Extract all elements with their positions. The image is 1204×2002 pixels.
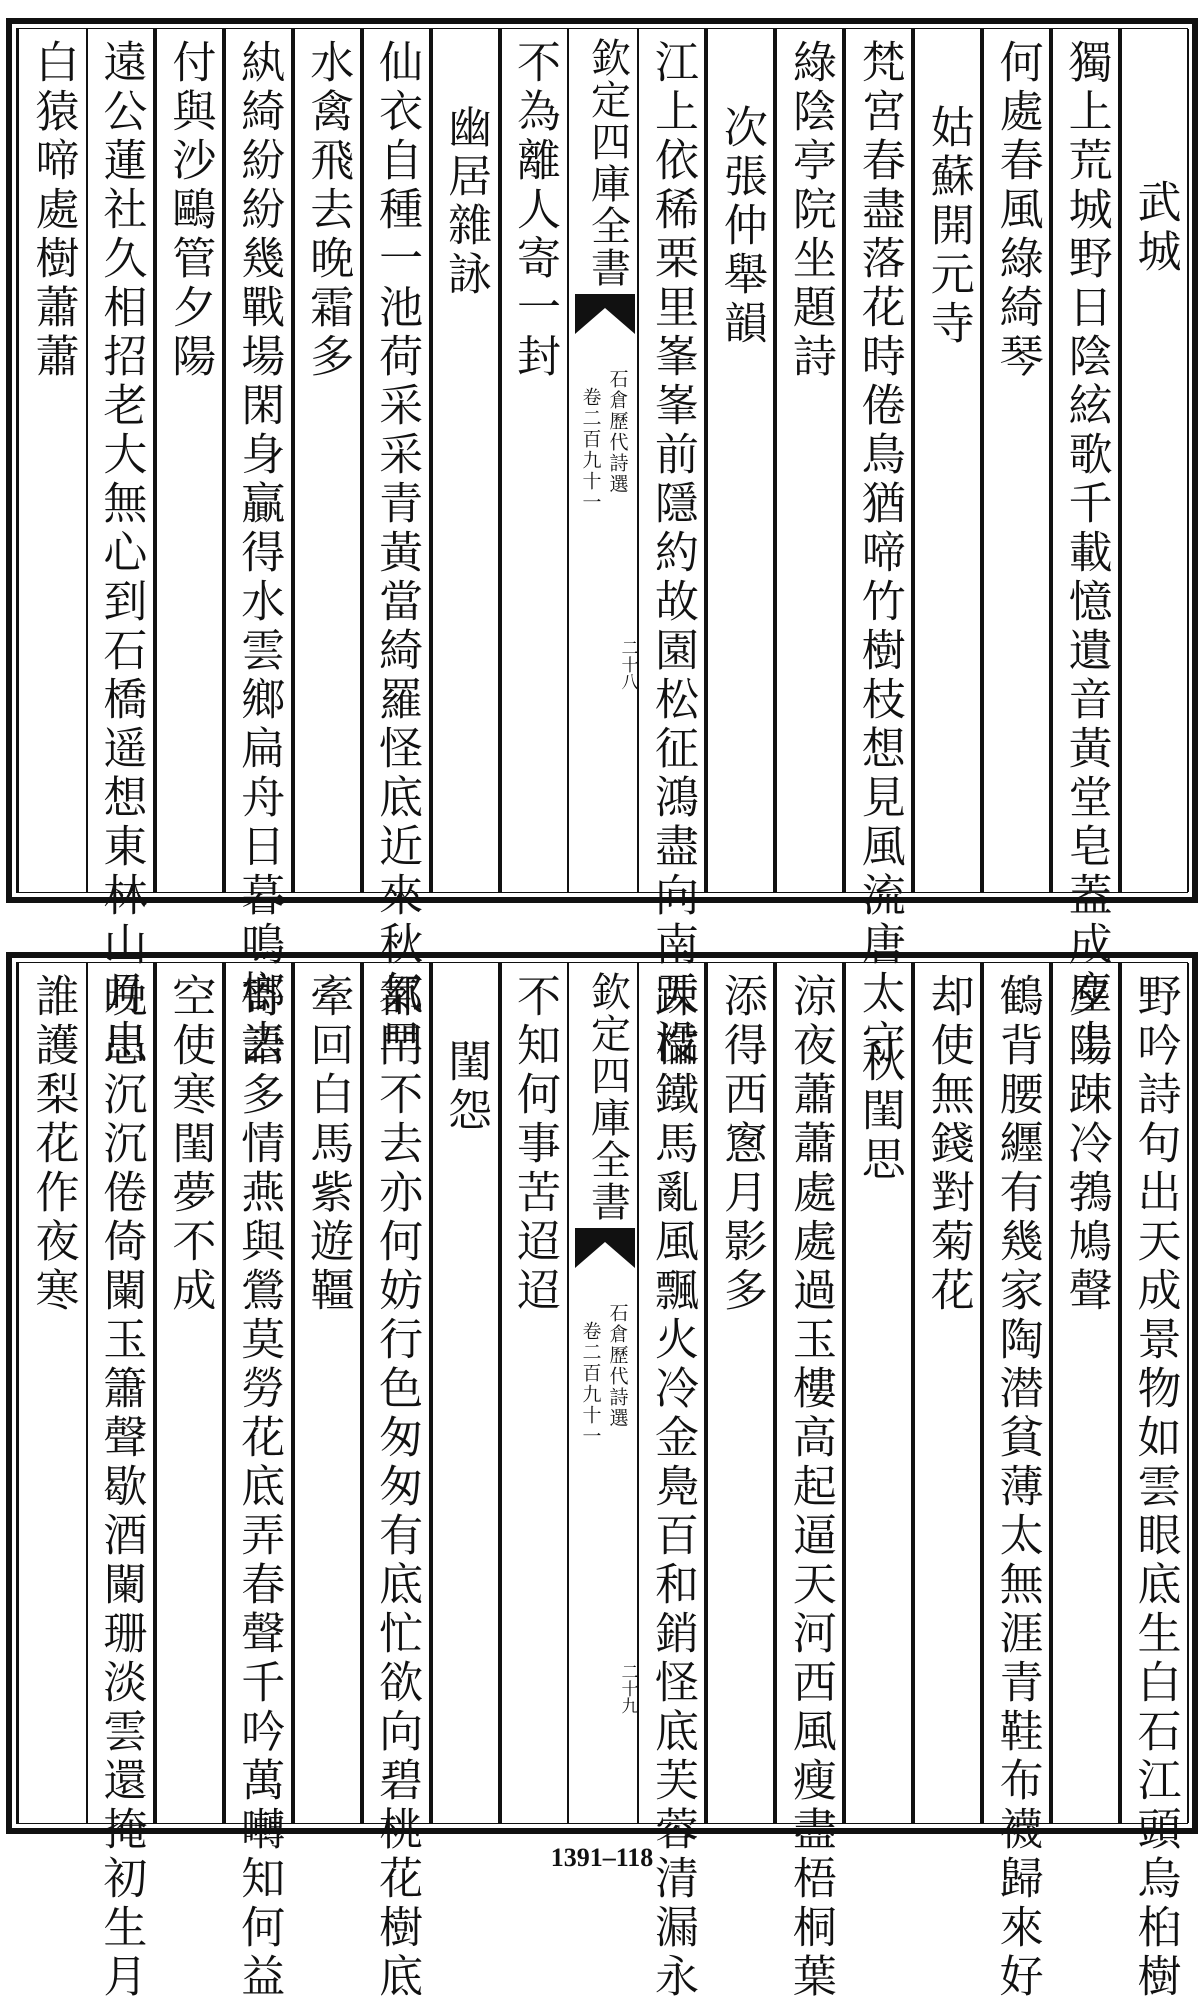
text-column (155, 963, 224, 1823)
column-text: 紈綺紛紛幾戰場閑身贏得水雲鄉扁舟日暮鳴榔去 (233, 39, 285, 1068)
text-column (86, 29, 155, 1068)
text-column (17, 963, 86, 1823)
column-text: 次張仲舉韻 (715, 104, 767, 349)
text-column (362, 29, 431, 1068)
column-text: 仙衣自種一池荷采采青黃當綺羅怪底近來秋氣早 (371, 39, 423, 1068)
collection-name: 石倉歷代詩選 (606, 1303, 629, 1429)
leaf-number: 二十九 (617, 1663, 638, 1714)
column-text: 幽居雜詠 (440, 104, 492, 300)
column-text: 都門不去亦何妨行色匆匆有底忙欲向碧桃花樹底 (371, 973, 423, 2002)
text-column (155, 29, 224, 892)
text-column (844, 963, 913, 1823)
text-column (706, 963, 775, 1823)
fish-tail-mark-icon (575, 1228, 635, 1268)
column-text: 閨怨 (440, 1038, 492, 1136)
text-column (913, 29, 982, 892)
column-text: 踈櫺鐵馬亂風飄火冷金鳧百和銷怪底芙蓉清漏永 (646, 973, 698, 2002)
text-column (431, 963, 500, 1823)
column-text: 却使無錢對菊花 (922, 973, 974, 1316)
column-text: 牽回白馬紫遊韁 (302, 973, 354, 1316)
book-title: 欽定四庫全書 (584, 971, 631, 1223)
text-column (224, 29, 293, 1068)
collection-name: 石倉歷代詩選 (606, 369, 629, 495)
text-column (637, 963, 706, 2002)
column-text: 秋閨思 (853, 1038, 905, 1185)
text-column (86, 963, 155, 2002)
text-column (1051, 963, 1120, 1823)
column-text: 白猿啼處樹蕭蕭 (27, 39, 79, 382)
text-column (775, 29, 844, 892)
text-column (706, 29, 775, 892)
text-column (500, 963, 569, 1823)
column-text: 寄語多情燕與鶯莫勞花底弄春聲千吟萬囀知何益 (233, 973, 285, 2002)
column-text: 不知何事苦迢迢 (509, 973, 561, 1316)
column-text: 誰護梨花作夜寒 (27, 973, 79, 1316)
column-text: 姑蘇開元寺 (922, 104, 974, 349)
column-text: 付與沙鷗管夕陽 (164, 39, 216, 382)
text-column (224, 963, 293, 2002)
fish-tail-mark-icon (575, 294, 635, 334)
text-column (637, 29, 706, 1068)
text-column (500, 29, 569, 892)
page-number: 1391–118 (550, 1843, 654, 1872)
column-text: 不為離人寄一封 (509, 39, 561, 382)
text-column (1120, 29, 1189, 892)
text-column (775, 963, 844, 2002)
column-text: 野吟詩句出天成景物如雲眼底生白石江頭烏桕樹 (1129, 973, 1181, 2002)
column-text: 梵宮春盡落花時倦鳥猶啼竹樹枝想見風流唐太守 (853, 39, 905, 1068)
column-text: 武城 (1129, 179, 1181, 277)
volume-info (569, 369, 638, 629)
column-text: 江上依稀栗里峯峯前隱約故園松征鴻盡向南天没 (646, 39, 698, 1068)
column-text: 獨上荒城野日陰絃歌千載憶遺音黃堂皂蓋成塵土 (1060, 39, 1112, 1068)
volume-info (569, 1303, 638, 1563)
column-text: 涼夜蕭蕭處處過玉樓高起逼天河西風瘦盡梧桐葉 (784, 973, 836, 2002)
center-fold (569, 29, 638, 892)
book-title: 欽定四庫全書 (584, 37, 631, 289)
center-fold (569, 963, 638, 1823)
text-column (1051, 29, 1120, 1068)
page-top (6, 18, 1198, 1068)
leaf-number: 二十八 (617, 639, 638, 690)
volume-number: 卷二百九十一 (579, 1321, 602, 1447)
column-text: 夕陽踈冷鵓鳩聲 (1060, 973, 1112, 1316)
volume-number: 卷二百九十一 (579, 387, 602, 513)
column-text: 鶴背腰纒有幾家陶潜貧薄太無涯青鞋布襪歸來好 (991, 973, 1043, 2002)
column-text: 空使寒閨夢不成 (164, 973, 216, 1316)
text-column (913, 963, 982, 1823)
text-column (293, 963, 362, 1823)
text-column (1120, 963, 1189, 2002)
column-text: 綠陰亭院坐題詩 (784, 39, 836, 382)
text-column (982, 29, 1051, 892)
text-column (844, 29, 913, 1068)
page-top-inner (16, 28, 1188, 1068)
text-column (982, 963, 1051, 2002)
text-column (17, 29, 86, 892)
text-column (431, 29, 500, 892)
text-column (362, 963, 431, 2002)
text-column (293, 29, 362, 892)
column-text: 晚思沉沉倦倚闌玉簫聲歇酒闌珊淡雲還掩初生月 (95, 973, 147, 2002)
column-text: 水禽飛去晚霜多 (302, 39, 354, 382)
column-text: 遠公蓮社久相招老大無心到石橋遥想東林山月出 (95, 39, 147, 1068)
column-text: 添得西窻月影多 (715, 973, 767, 1316)
column-text: 何處春風綠綺琴 (991, 39, 1043, 382)
